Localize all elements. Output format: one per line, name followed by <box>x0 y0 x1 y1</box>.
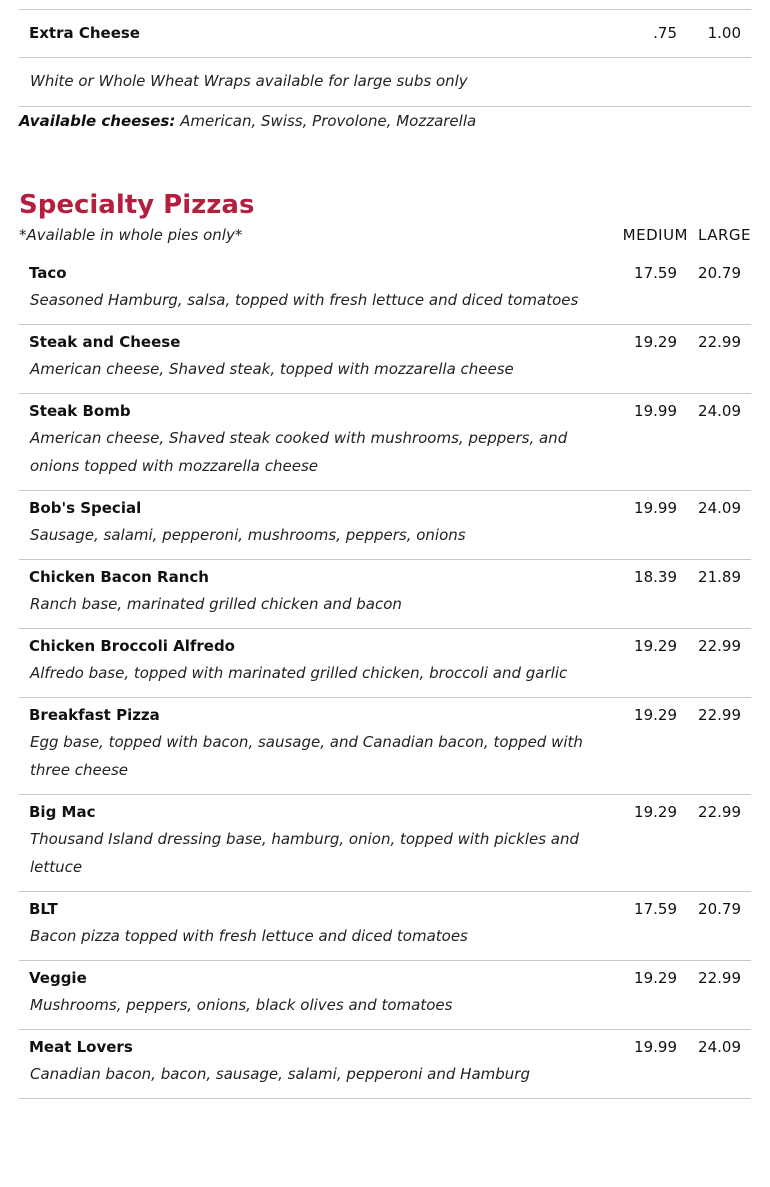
pizza-price-large: 20.79 <box>698 264 741 282</box>
section-title: Specialty Pizzas <box>19 190 255 220</box>
cheeses-label: Available cheeses: <box>19 112 176 130</box>
column-header-large: LARGE <box>698 226 751 244</box>
pizza-description: Ranch base, marinated grilled chicken and bacon <box>30 595 402 613</box>
pizza-name: Steak Bomb <box>29 402 131 420</box>
pizza-name: Big Mac <box>29 803 96 821</box>
pizza-description: Mushrooms, peppers, onions, black olives and tomatoes <box>30 996 453 1014</box>
column-header-medium: MEDIUM <box>622 226 688 244</box>
pizza-name: Meat Lovers <box>29 1038 133 1056</box>
pizza-price-medium: 17.59 <box>634 264 677 282</box>
pizza-description: Seasoned Hamburg, salsa, topped with fresh lettuce and diced tomatoes <box>30 291 579 309</box>
item-name: Extra Cheese <box>29 24 140 42</box>
pizza-description: Egg base, topped with bacon, sausage, and Canadian bacon, topped with three cheese <box>30 733 583 779</box>
pizza-price-large: 20.79 <box>698 900 741 918</box>
pizza-description: Alfredo base, topped with marinated grilled chicken, broccoli and garlic <box>30 664 568 682</box>
pizza-name: Breakfast Pizza <box>29 706 160 724</box>
pizza-price-medium: 19.29 <box>634 969 677 987</box>
pizza-price-large: 24.09 <box>698 499 741 517</box>
pizza-price-large: 22.99 <box>698 637 741 655</box>
pizza-price-medium: 19.99 <box>634 1038 677 1056</box>
pizza-price-large: 22.99 <box>698 969 741 987</box>
pizza-description: American cheese, Shaved steak, topped with mozzarella cheese <box>30 360 514 378</box>
pizza-name: Bob's Special <box>29 499 142 517</box>
pizza-list <box>19 256 751 1099</box>
pizza-item <box>19 1030 751 1099</box>
wrap-note: White or Whole Wheat Wraps available for large subs only <box>30 72 468 90</box>
pizza-name: Taco <box>29 264 67 282</box>
pizza-item <box>19 394 751 491</box>
pizza-item <box>19 698 751 795</box>
pizza-price-large: 22.99 <box>698 803 741 821</box>
cheeses-list: American, Swiss, Provolone, Mozzarella <box>180 112 477 130</box>
pizza-description: Bacon pizza topped with fresh lettuce and diced tomatoes <box>30 927 468 945</box>
pizza-name: Steak and Cheese <box>29 333 181 351</box>
pizza-item <box>19 491 751 560</box>
available-cheeses <box>19 112 476 130</box>
pizza-price-medium: 19.99 <box>634 402 677 420</box>
pizza-item <box>19 795 751 892</box>
pizza-price-medium: 18.39 <box>634 568 677 586</box>
pizza-description: Thousand Island dressing base, hamburg, onion, topped with pickles and lettuce <box>30 830 580 876</box>
pizza-price-medium: 19.99 <box>634 499 677 517</box>
pizza-price-medium: 19.29 <box>634 333 677 351</box>
pizza-item <box>19 629 751 698</box>
pizza-item <box>19 892 751 961</box>
item-price-large: 1.00 <box>707 24 741 42</box>
pizza-price-large: 24.09 <box>698 1038 741 1056</box>
pizza-item <box>19 560 751 629</box>
wrap-note-row <box>19 58 751 107</box>
pizza-item <box>19 961 751 1030</box>
menu-item-row <box>19 9 751 58</box>
pizza-price-medium: 17.59 <box>634 900 677 918</box>
pizza-name: Veggie <box>29 969 87 987</box>
pizza-name: Chicken Broccoli Alfredo <box>29 637 235 655</box>
pizza-description: American cheese, Shaved steak cooked with mushrooms, peppers, and onions topped with mozzarella cheese <box>30 429 568 475</box>
pizza-name: Chicken Bacon Ranch <box>29 568 209 586</box>
pizza-price-medium: 19.29 <box>634 803 677 821</box>
item-price-medium: .75 <box>653 24 677 42</box>
pizza-price-large: 22.99 <box>698 333 741 351</box>
pizza-price-large: 24.09 <box>698 402 741 420</box>
pizza-price-large: 22.99 <box>698 706 741 724</box>
menu-page <box>19 0 751 1083</box>
pizza-price-large: 21.89 <box>698 568 741 586</box>
pizza-price-medium: 19.29 <box>634 706 677 724</box>
section-subnote: *Available in whole pies only* <box>19 226 243 244</box>
pizza-price-medium: 19.29 <box>634 637 677 655</box>
pizza-description: Sausage, salami, pepperoni, mushrooms, peppers, onions <box>30 526 466 544</box>
pizza-item <box>19 256 751 325</box>
pizza-description: Canadian bacon, bacon, sausage, salami, pepperoni and Hamburg <box>30 1065 530 1083</box>
pizza-item <box>19 325 751 394</box>
pizza-name: BLT <box>29 900 58 918</box>
